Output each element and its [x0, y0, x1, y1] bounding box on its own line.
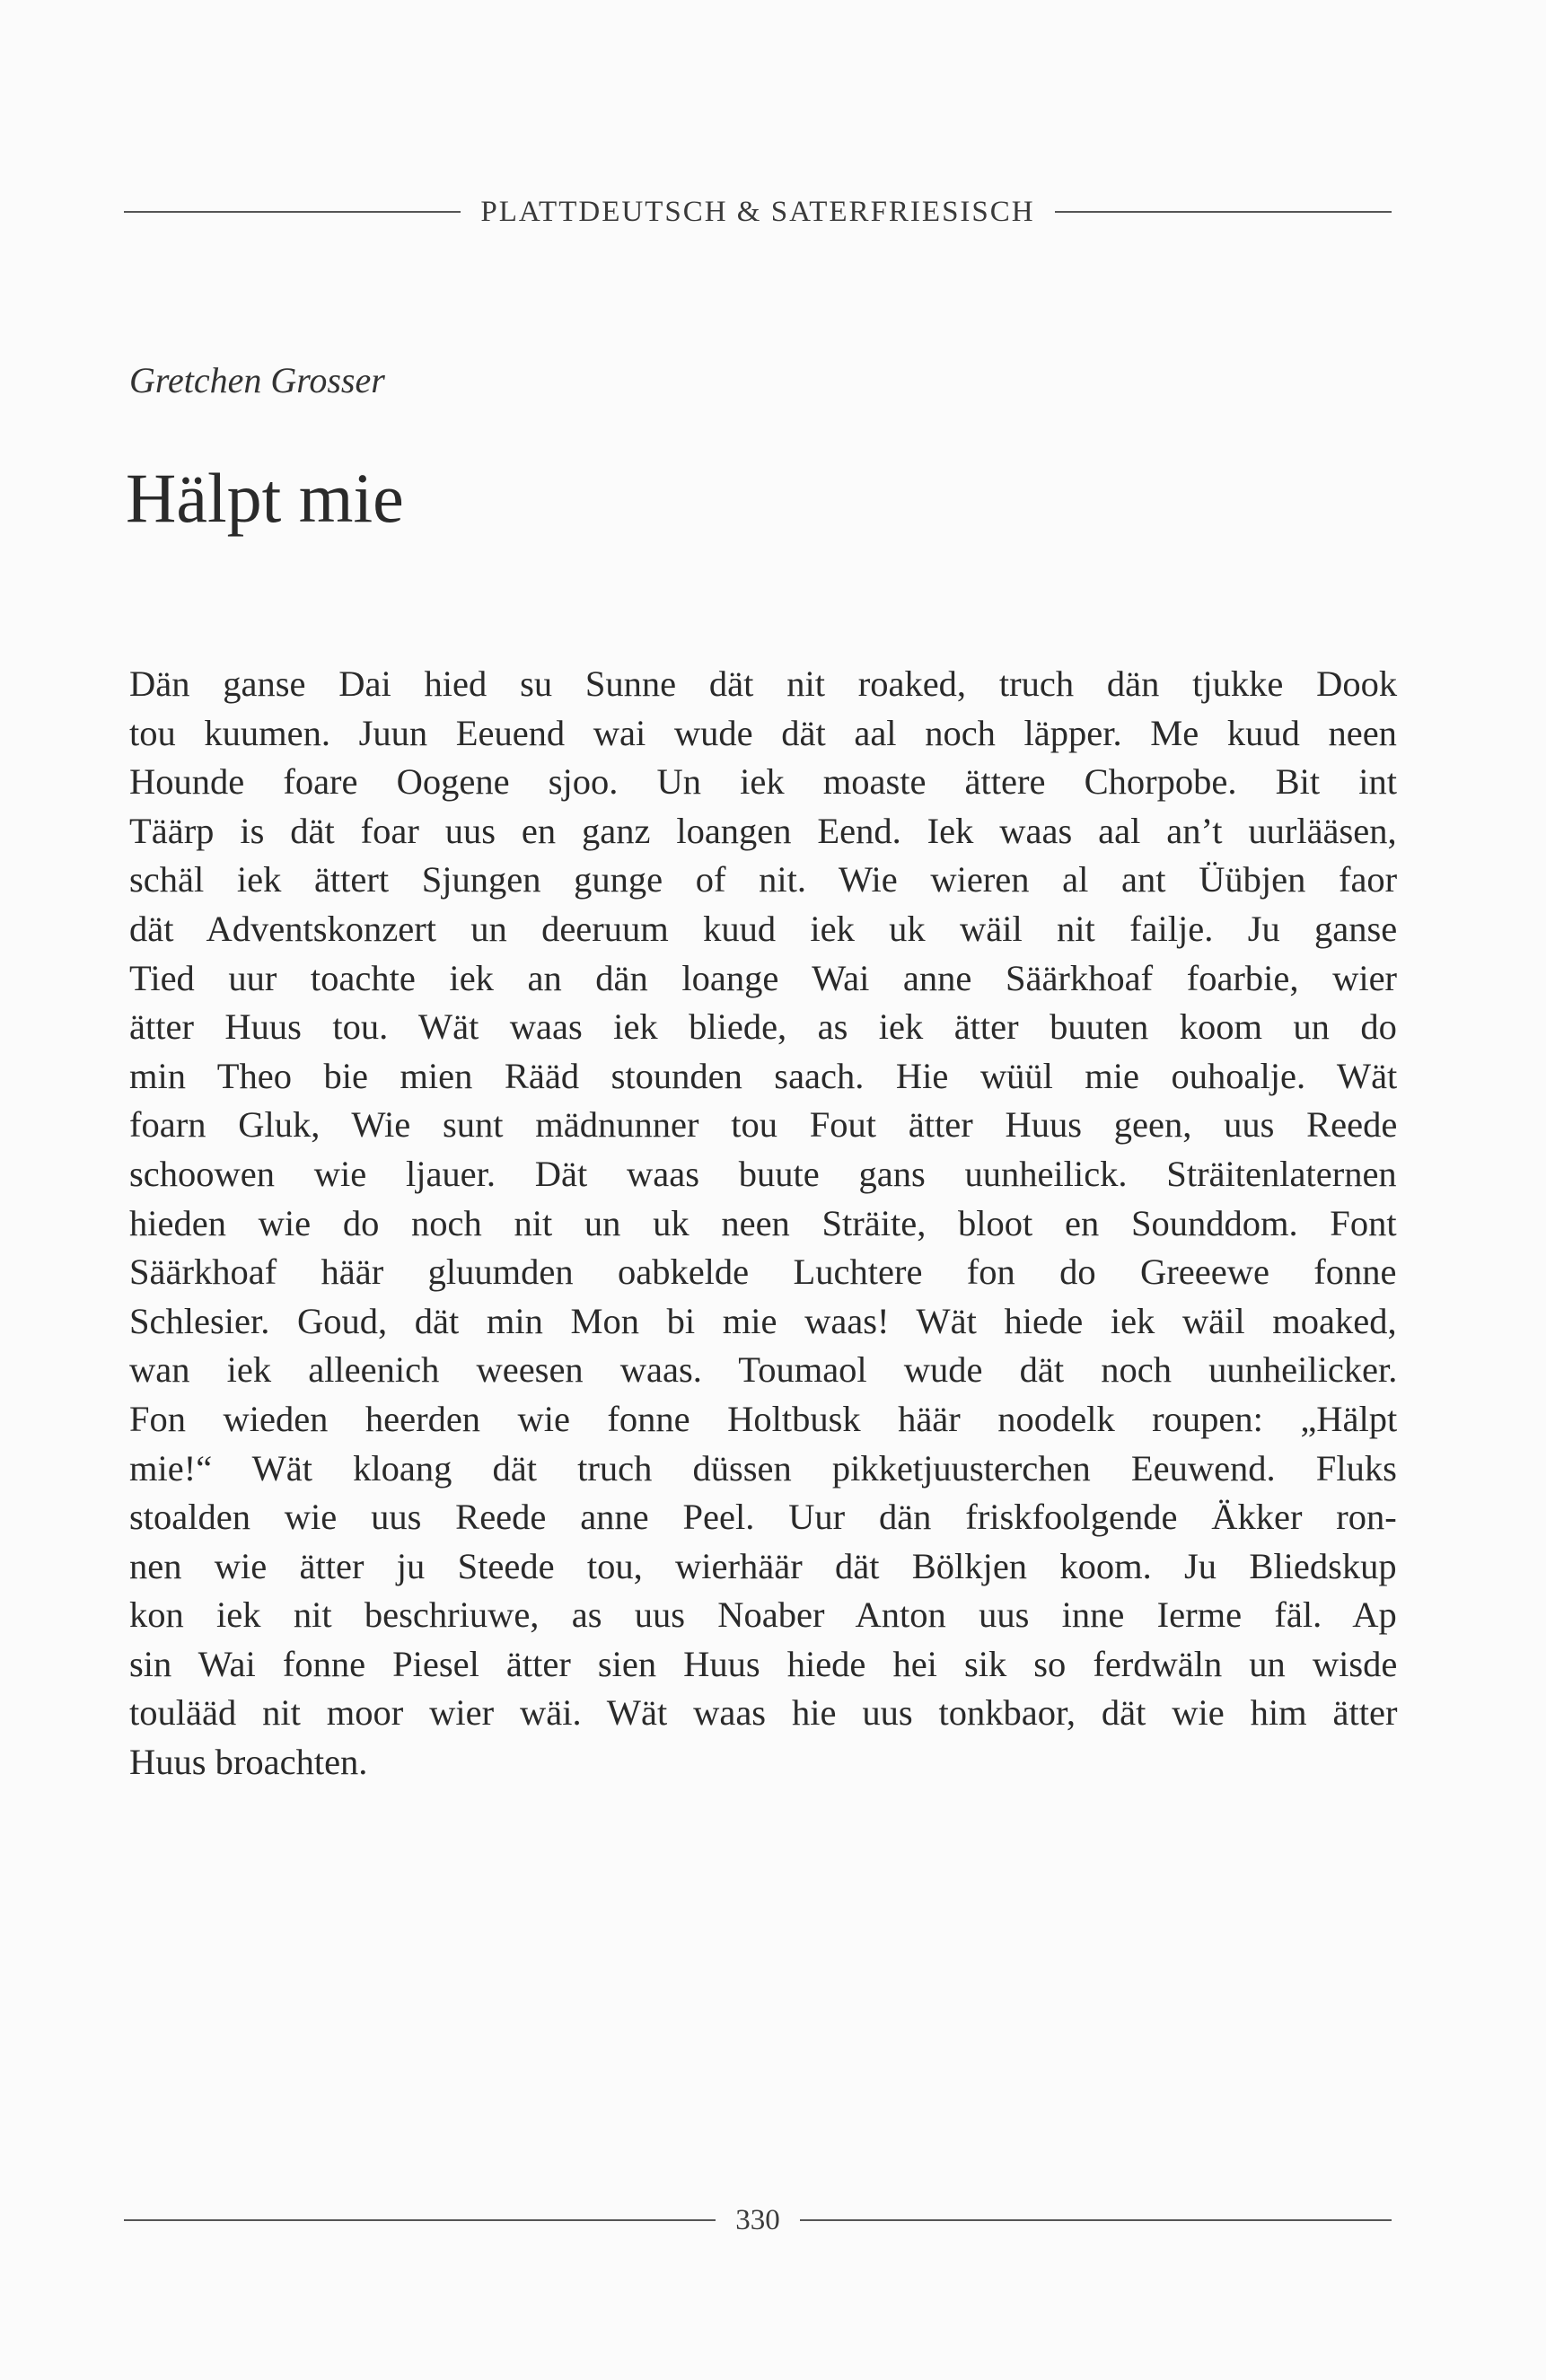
- body-line: ätter Huus tou. Wät waas iek bliede, as iek ätter buuten koom un do: [129, 1006, 1397, 1048]
- page-number: 330: [735, 2203, 780, 2236]
- body-text: [129, 660, 1397, 1787]
- running-title: PLATTDEUTSCH & SATERFRIESISCH: [480, 195, 1035, 228]
- header-rule-left: [124, 211, 461, 213]
- body-line: wan iek alleenich weesen waas. Toumaol wude dät noch uunheilicker.: [129, 1349, 1398, 1391]
- body-line: stoalden wie uus Reede anne Peel. Uur dän friskfoolgende Äkker ron-: [129, 1497, 1397, 1538]
- body-line: kon iek nit beschriuwe, as uus Noaber Anton uus inne Ierme fäl. Ap: [129, 1594, 1397, 1636]
- footer-rule-left: [124, 2219, 716, 2221]
- body-line: Täärp is dät foar uus en ganz loangen Eend. Iek waas aal an’t uurlääsen,: [129, 810, 1397, 851]
- body-line: schäl iek ättert Sjungen gunge of nit. Wie wieren al ant Üübjen faor: [129, 859, 1398, 900]
- body-line: schoowen wie ljauer. Dät waas buute gans uunheilick. Sträitenlaternen: [129, 1153, 1397, 1194]
- body-line: mie!“ Wät kloang dät truch düssen pikketjuusterchen Eeuwend. Fluks: [129, 1447, 1397, 1489]
- body-line: Fon wieden heerden wie fonne Holtbusk häär noodelk roupen: „Hälpt: [129, 1398, 1398, 1439]
- author-name: Gretchen Grosser: [129, 360, 385, 400]
- running-header: [124, 189, 1392, 235]
- body-line: Schlesier. Goud, dät min Mon bi mie waas! Wät hiede iek wäil moaked,: [129, 1300, 1397, 1341]
- body-line: tou kuumen. Juun Eeuend wai wude dät aal noch läpper. Me kuud neen: [129, 712, 1397, 753]
- body-line: Huus broachten.: [129, 1742, 368, 1783]
- header-rule-right: [1055, 211, 1392, 213]
- article-title: Hälpt mie: [126, 459, 404, 537]
- body-line: min Theo bie mien Rääd stounden saach. Hie wüül mie ouhoalje. Wät: [129, 1055, 1398, 1096]
- body-line: toulääd nit moor wier wäi. Wät waas hie uus tonkbaor, dät wie him ätter: [129, 1692, 1398, 1734]
- footer-rule-right: [800, 2219, 1392, 2221]
- body-line: foarn Gluk, Wie sunt mädnunner tou Fout ätter Huus geen, uus Reede: [129, 1104, 1398, 1146]
- body-line: hieden wie do noch nit un uk neen Sträite, bloot en Sounddom. Font: [129, 1202, 1397, 1243]
- body-line: Dän ganse Dai hied su Sunne dät nit roaked, truch dän tjukke Dook: [129, 663, 1398, 704]
- body-line: dät Adventskonzert un deeruum kuud iek uk wäil nit failje. Ju ganse: [129, 908, 1398, 949]
- body-line: sin Wai fonne Piesel ätter sien Huus hiede hei sik so ferdwäln un wisde: [129, 1643, 1398, 1684]
- body-line: Tied uur toachte iek an dän loange Wai anne Säärkhoaf foarbie, wier: [129, 957, 1398, 998]
- page-footer: [124, 2197, 1392, 2244]
- body-line: Hounde foare Oogene sjoo. Un iek moaste ättere Chorpobe. Bit int: [129, 761, 1397, 803]
- body-line: nen wie ätter ju Steede tou, wierhäär dät Bölkjen koom. Ju Bliedskup: [129, 1545, 1397, 1586]
- body-line: Säärkhoaf häär gluumden oabkelde Luchtere fon do Greeewe fonne: [129, 1251, 1397, 1293]
